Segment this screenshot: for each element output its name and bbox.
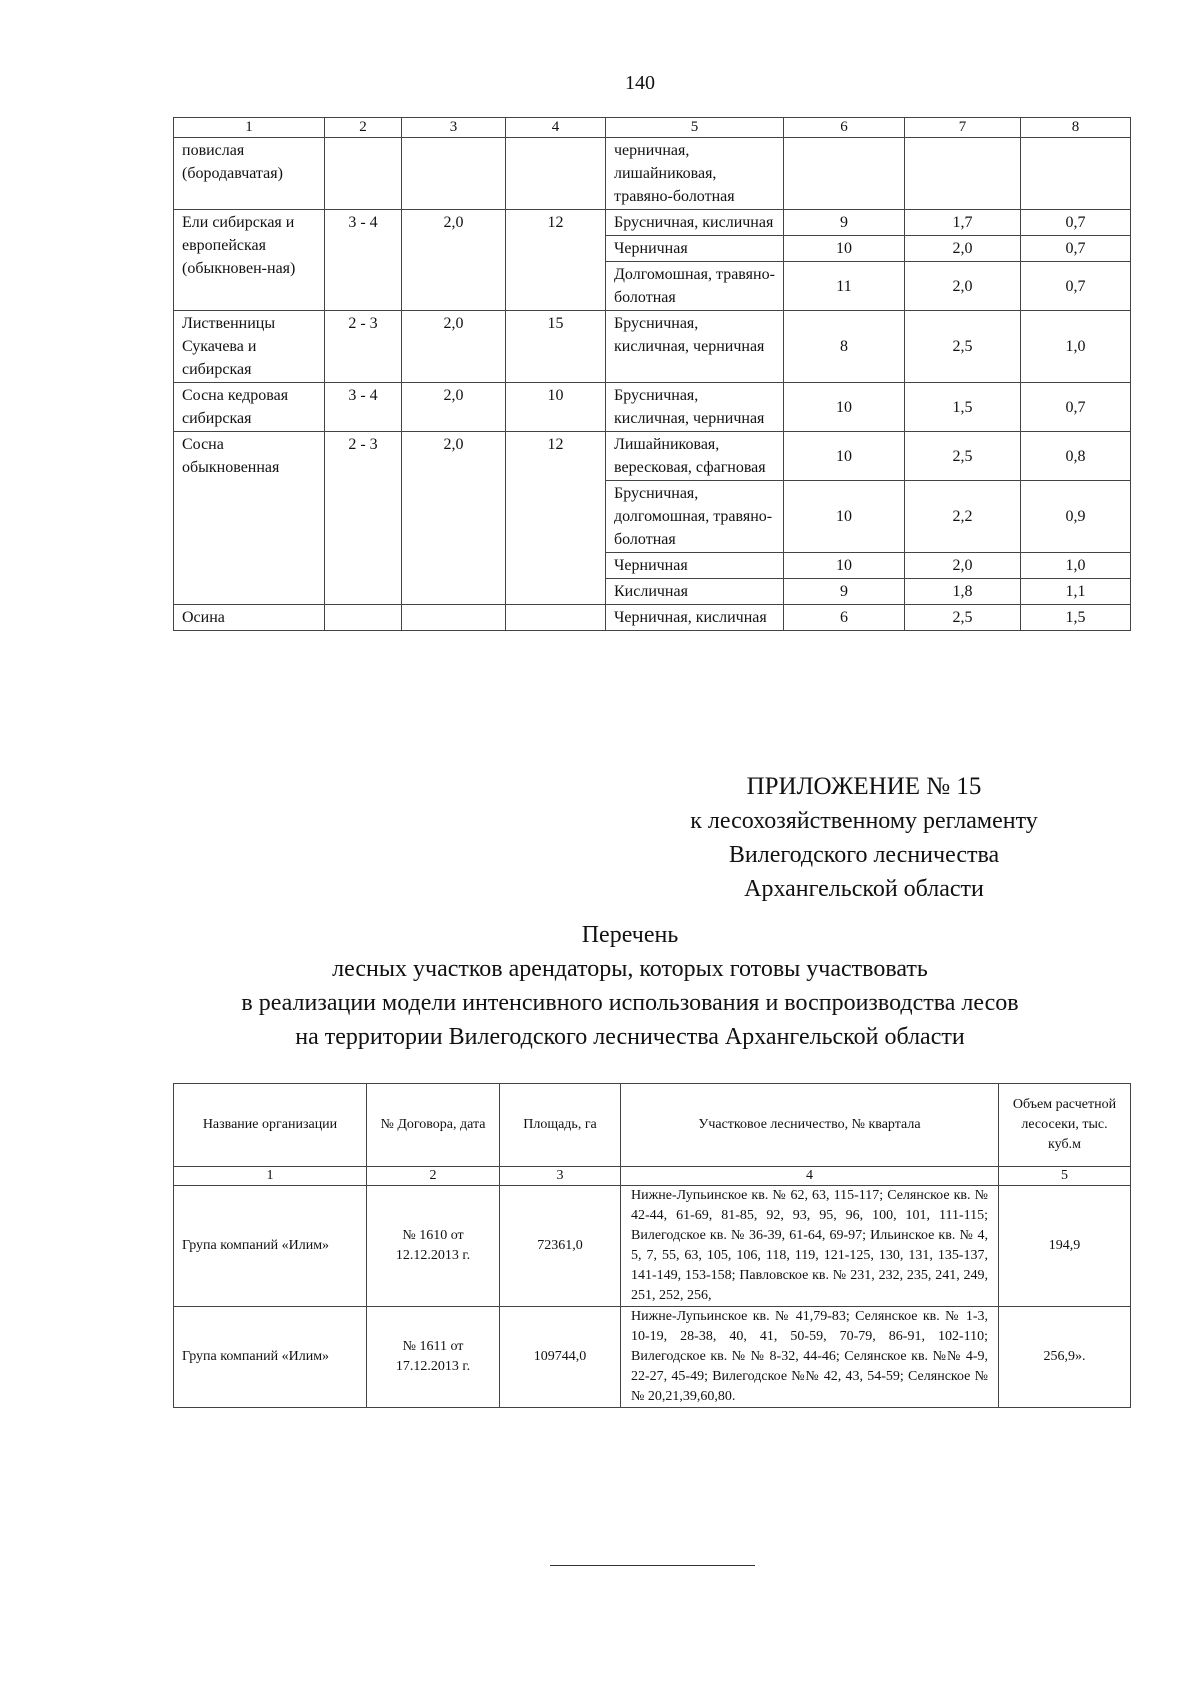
table-cell bbox=[905, 138, 1021, 210]
col-number: 2 bbox=[325, 118, 402, 138]
table-cell: 12 bbox=[506, 210, 606, 311]
table-cell: 1,7 bbox=[905, 210, 1021, 236]
table-cell bbox=[325, 605, 402, 631]
species-cell: Сосна кедровая сибирская bbox=[174, 383, 325, 432]
table-cell bbox=[1021, 138, 1131, 210]
column-number-row bbox=[174, 1167, 1131, 1186]
table-cell: 1,5 bbox=[905, 383, 1021, 432]
table-cell: 2,0 bbox=[905, 553, 1021, 579]
table-cell bbox=[325, 138, 402, 210]
forest-type-cell: Долгомошная, травяно-болотная bbox=[606, 262, 784, 311]
col-number: 1 bbox=[174, 118, 325, 138]
forest-type-cell: Черничная bbox=[606, 553, 784, 579]
table-cell: 2,0 bbox=[402, 311, 506, 383]
table-cell: 0,9 bbox=[1021, 481, 1131, 553]
col-number: 3 bbox=[500, 1167, 621, 1186]
document-title bbox=[0, 918, 1200, 1054]
table-row bbox=[174, 1186, 1131, 1307]
table-cell: 12 bbox=[506, 432, 606, 605]
appendix-line: Архангельской области bbox=[744, 876, 984, 902]
table-cell: 0,7 bbox=[1021, 262, 1131, 311]
table-cell bbox=[784, 138, 905, 210]
forest-type-cell: Брусничная, долгомошная, травяно-болотная bbox=[606, 481, 784, 553]
forest-type-cell: Лишайниковая, вересковая, сфагновая bbox=[606, 432, 784, 481]
header-cell: Название организации bbox=[174, 1084, 367, 1167]
col-number: 8 bbox=[1021, 118, 1131, 138]
header-cell: Участковое лесничество, № квартала bbox=[621, 1084, 999, 1167]
appendix-heading bbox=[604, 770, 1124, 906]
table-cell: 1,1 bbox=[1021, 579, 1131, 605]
table-row bbox=[174, 1307, 1131, 1408]
area-cell: 72361,0 bbox=[500, 1186, 621, 1307]
table-row bbox=[174, 383, 1131, 432]
page-number: 140 bbox=[625, 72, 655, 94]
table-cell: 2 - 3 bbox=[325, 432, 402, 605]
table-cell: 2,2 bbox=[905, 481, 1021, 553]
table-cell: 6 bbox=[784, 605, 905, 631]
quarters-cell: Нижне-Лупьинское кв. № 62, 63, 115-117; Селянское кв. № 42-44, 61-69, 81-85, 92, 93, 95, 96, 100, 101, 111-115; Вилегодское кв. № 36-39, 61-64, 69-97; Ильинское кв. № 4, 5, 7, 55, 63, 105, 106, 118, 119, 121-125, 130, 131, 135-137, 141-149, 153-158; Павловское кв. № 231, 232, 235, 241, 249, 251, 252, 256, bbox=[621, 1186, 999, 1307]
table-cell: 3 - 4 bbox=[325, 383, 402, 432]
table-cell: 2,0 bbox=[905, 236, 1021, 262]
table-cell bbox=[506, 138, 606, 210]
table-cell: 1,5 bbox=[1021, 605, 1131, 631]
table-cell: 2 - 3 bbox=[325, 311, 402, 383]
table-cell: 1,8 bbox=[905, 579, 1021, 605]
species-cell: Ели сибирская и европейская (обыкновен-ная) bbox=[174, 210, 325, 311]
contract-cell: № 1611 от 17.12.2013 г. bbox=[367, 1307, 500, 1408]
table-row bbox=[174, 210, 1131, 236]
title-line: лесных участков арендаторы, которых готовы участвовать bbox=[332, 956, 928, 982]
col-number: 5 bbox=[999, 1167, 1131, 1186]
header-cell: Объем расчетной лесосеки, тыс. куб.м bbox=[999, 1084, 1131, 1167]
table-cell: 2,0 bbox=[402, 210, 506, 311]
forest-type-cell: Кисличная bbox=[606, 579, 784, 605]
col-number: 4 bbox=[621, 1167, 999, 1186]
volume-cell: 194,9 bbox=[999, 1186, 1131, 1307]
table-cell: 2,5 bbox=[905, 605, 1021, 631]
table-cell: 15 bbox=[506, 311, 606, 383]
col-number: 4 bbox=[506, 118, 606, 138]
table-cell: 10 bbox=[506, 383, 606, 432]
footnote-divider bbox=[550, 1565, 755, 1566]
col-number: 7 bbox=[905, 118, 1021, 138]
table-cell: 2,0 bbox=[905, 262, 1021, 311]
header-cell: Площадь, га bbox=[500, 1084, 621, 1167]
col-number: 2 bbox=[367, 1167, 500, 1186]
table-cell bbox=[506, 605, 606, 631]
header-cell: № Договора, дата bbox=[367, 1084, 500, 1167]
col-number: 1 bbox=[174, 1167, 367, 1186]
table-cell: 2,0 bbox=[402, 432, 506, 605]
appendix-number: ПРИЛОЖЕНИЕ № 15 bbox=[746, 773, 982, 800]
table-cell: 2,5 bbox=[905, 311, 1021, 383]
forest-type-cell: Брусничная, кисличная, черничная bbox=[606, 311, 784, 383]
table-cell: 9 bbox=[784, 210, 905, 236]
table-cell: 10 bbox=[784, 383, 905, 432]
column-number-row bbox=[174, 118, 1131, 138]
col-number: 6 bbox=[784, 118, 905, 138]
table-row bbox=[174, 138, 1131, 210]
title-line: в реализации модели интенсивного использования и воспроизводства лесов bbox=[241, 990, 1019, 1016]
forest-type-cell: Черничная bbox=[606, 236, 784, 262]
header-row bbox=[174, 1084, 1131, 1167]
forest-type-cell: черничная, лишайниковая, травяно-болотная bbox=[606, 138, 784, 210]
table-cell: 8 bbox=[784, 311, 905, 383]
forest-type-cell: Брусничная, кисличная bbox=[606, 210, 784, 236]
lease-plots-table bbox=[173, 1083, 1131, 1408]
contract-cell: № 1610 от 12.12.2013 г. bbox=[367, 1186, 500, 1307]
table-cell: 0,8 bbox=[1021, 432, 1131, 481]
col-number: 5 bbox=[606, 118, 784, 138]
species-cell: Лиственницы Сукачева и сибирская bbox=[174, 311, 325, 383]
table-cell: 0,7 bbox=[1021, 210, 1131, 236]
table-cell: 11 bbox=[784, 262, 905, 311]
table-row bbox=[174, 311, 1131, 383]
table-cell: 10 bbox=[784, 553, 905, 579]
organization-cell: Група компаний «Илим» bbox=[174, 1307, 367, 1408]
title-line: Перечень bbox=[581, 922, 679, 948]
species-cell: Осина bbox=[174, 605, 325, 631]
table-cell: 0,7 bbox=[1021, 236, 1131, 262]
organization-cell: Група компаний «Илим» bbox=[174, 1186, 367, 1307]
forest-norms-table bbox=[173, 117, 1131, 631]
table-cell bbox=[402, 138, 506, 210]
table-row bbox=[174, 432, 1131, 481]
forest-type-cell: Брусничная, кисличная, черничная bbox=[606, 383, 784, 432]
table-cell: 10 bbox=[784, 432, 905, 481]
appendix-line: Вилегодского лесничества bbox=[728, 842, 1000, 868]
table-cell: 10 bbox=[784, 236, 905, 262]
species-cell: Сосна обыкновенная bbox=[174, 432, 325, 605]
table-cell: 9 bbox=[784, 579, 905, 605]
species-cell: повислая (бородавчатая) bbox=[174, 138, 325, 210]
table-cell: 1,0 bbox=[1021, 311, 1131, 383]
table-cell: 3 - 4 bbox=[325, 210, 402, 311]
table-cell: 10 bbox=[784, 481, 905, 553]
table-cell: 1,0 bbox=[1021, 553, 1131, 579]
quarters-cell: Нижне-Лупьинское кв. № 41,79-83; Селянское кв. № 1-3, 10-19, 28-38, 40, 41, 50-59, 70-79, 86-91, 102-110; Вилегодское кв. № № 8-32, 44-46; Селянское кв. №№ 4-9, 22-27, 45-49; Вилегодское №№ 42, 43, 54-59; Селянское №№ 20,21,39,60,80. bbox=[621, 1307, 999, 1408]
table-cell: 0,7 bbox=[1021, 383, 1131, 432]
title-line: на территории Вилегодского лесничества Архангельской области bbox=[295, 1024, 965, 1050]
table-cell: 2,5 bbox=[905, 432, 1021, 481]
col-number: 3 bbox=[402, 118, 506, 138]
area-cell: 109744,0 bbox=[500, 1307, 621, 1408]
table-cell: 2,0 bbox=[402, 383, 506, 432]
table-row bbox=[174, 605, 1131, 631]
volume-cell: 256,9». bbox=[999, 1307, 1131, 1408]
appendix-line: к лесохозяйственному регламенту bbox=[690, 808, 1038, 834]
forest-type-cell: Черничная, кисличная bbox=[606, 605, 784, 631]
table-cell bbox=[402, 605, 506, 631]
